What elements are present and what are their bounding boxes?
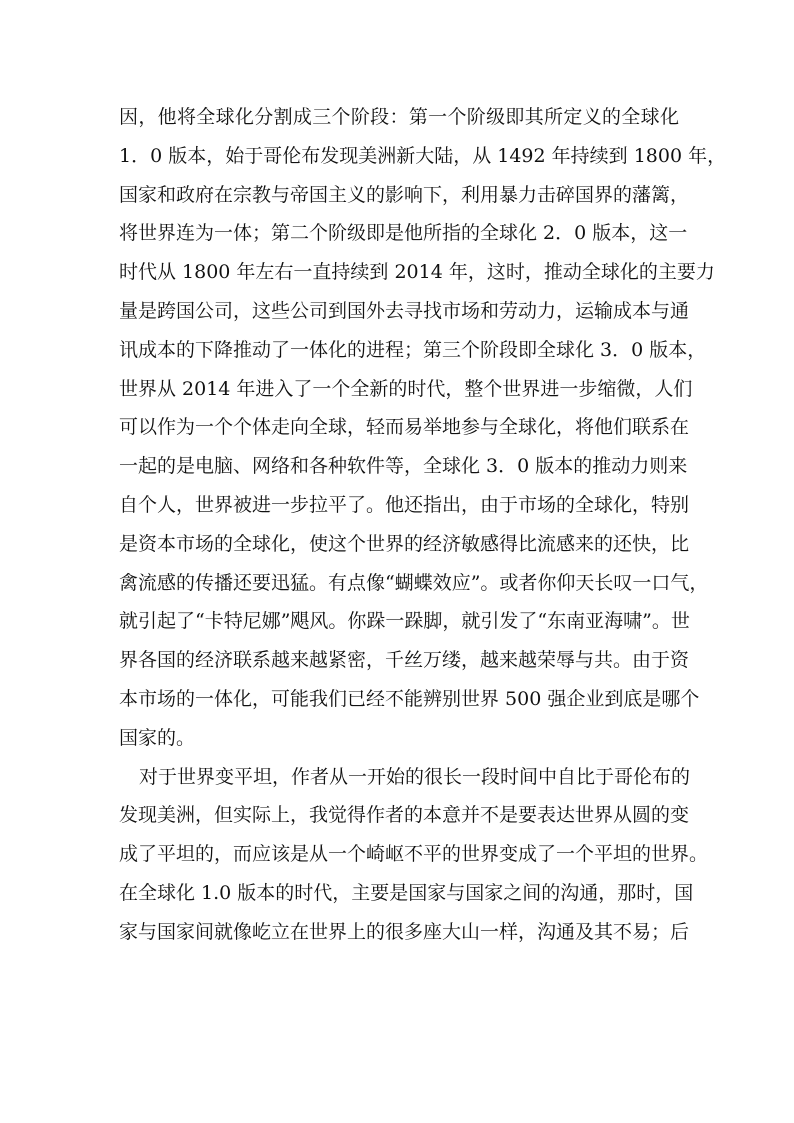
text-line: 讯成本的下降推动了一体化的进程；第三个阶段即全球化 3．0 版本， [119,338,707,361]
text-line: 因，他将全球化分割成三个阶段：第一个阶级即其所定义的全球化 [119,106,679,128]
text-line: 自个人，世界被进一步拉平了。他还指出，由于市场的全球化，特别 [119,493,690,516]
text-line: 1．0 版本，始于哥伦布发现美洲新大陆，从 1492 年持续到 1800 年， [119,144,727,167]
paragraph-2 [119,758,709,952]
text-line: 世界从 2014 年进入了一个全新的时代，整个世界进一步缩微，人们 [119,377,693,400]
text-line: 可以作为一个个体走向全球，轻而易举地参与全球化，将他们联系在 [119,416,690,439]
paragraph-1 [119,98,727,758]
text-line: 成了平坦的，而应该是从一个崎岖不平的世界变成了一个平坦的世界。 [119,843,709,866]
text-line: 量是跨国公司，这些公司到国外去寻找市场和劳动力，运输成本与通 [119,299,690,322]
text-line: 将世界连为一体；第二个阶级即是他所指的全球化 2．0 版本，这一 [119,222,688,245]
text-line: 在全球化 1.0 版本的时代，主要是国家与国家之间的沟通，那时，国 [119,881,694,904]
text-line: 时代从 1800 年左右一直持续到 2014 年，这时，推动全球化的主要力 [119,261,715,284]
text-line: 对于世界变平坦，作者从一开始的很长一段时间中自比于哥伦布的 [139,765,691,788]
text-line: 是资本市场的全球化，使这个世界的经济敏感得比流感来的还快，比 [119,532,690,555]
text-line: 家与国家间就像屹立在世界上的很多座大山一样，沟通及其不易；后 [119,920,690,943]
text-line: 发现美洲，但实际上，我觉得作者的本意并不是要表达世界从圆的变 [119,804,690,827]
text-line: 国家的。 [119,726,196,749]
document-body [119,98,727,952]
text-line: 禽流感的传播还要迅猛。有点像“蝴蝶效应”。或者你仰天长叹一口气， [119,571,709,594]
text-line: 国家和政府在宗教与帝国主义的影响下，利用暴力击碎国界的藩篱， [119,183,690,206]
text-line: 界各国的经济联系越来越紧密，千丝万缕，越来越荣辱与共。由于资 [119,649,690,672]
text-line: 一起的是电脑、网络和各种软件等，全球化 3．0 版本的推动力则来 [119,455,688,478]
text-line: 本市场的一体化，可能我们已经不能辨别世界 500 强企业到底是哪个 [119,687,700,710]
text-line: 就引起了“卡特尼娜”飓风。你跺一跺脚，就引发了“东南亚海啸”。世 [119,610,690,633]
